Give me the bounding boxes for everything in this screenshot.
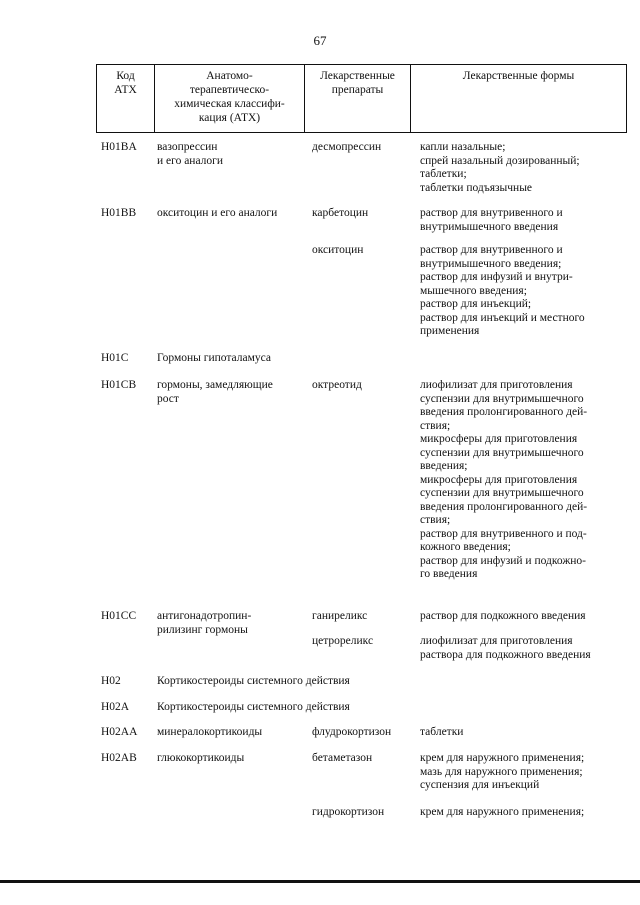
atc-code: H01CC [101,610,137,622]
classification [157,207,305,221]
dosage-forms [420,141,632,195]
classification-line: глюкокортикоиды [157,752,245,764]
form-line: спрей назальный дозированный; [420,154,580,167]
header-classification [154,65,304,132]
atc-code: H01BA [101,141,137,153]
form-line: введения; [420,460,468,472]
header-code [97,65,154,132]
classification-line: Гормоны гипоталамуса [157,352,271,364]
form-line: ствия; [420,514,451,526]
form-line: лиофилизат для приготовления [420,379,573,391]
form-line: таблетки; [420,168,467,180]
form-line: суспензии для внутримышечного [420,487,584,499]
drug [312,635,420,649]
form-line: капли назальные; [420,141,506,153]
drug [312,244,420,258]
drug-line: окситоцин [312,244,364,256]
form-line: раствор для инъекций и местного [420,311,585,324]
classification-line: антигонадотропин- [157,610,252,622]
form-line: раствор для инфузий и внутри- [420,271,573,283]
form-line: мышечного введения; [420,284,527,297]
atc-code: H02AB [101,752,137,764]
dosage-forms [420,610,632,624]
drug-line: бетаметазон [312,752,373,764]
form-line: раствор для внутривенного и [420,244,563,256]
drug-line: ганиреликс [312,610,368,622]
atc-code: H02A [101,701,130,713]
header-line: терапевтическо- [189,84,270,96]
page-number: 67 [313,33,327,48]
drug-line: октреотид [312,379,362,391]
classification-line: вазопрессин [157,141,218,153]
form-line: лиофилизат для приготовления [420,635,573,647]
form-line: внутримышечного введения [420,220,559,233]
dosage-forms [420,207,632,234]
atc-code: H02 [101,675,121,687]
header-drugs [304,65,410,132]
drug [312,726,420,740]
classification [157,752,305,766]
classification-line: рост [157,392,179,405]
dosage-forms [420,244,632,339]
dosage-forms [420,726,632,740]
form-line: применения [420,325,480,337]
header-line: химическая классифи- [174,98,285,110]
form-line: крем для наружного применения; [420,752,585,764]
atc-code: H02AA [101,726,138,738]
form-line: мазь для наружного применения; [420,765,583,778]
drug [312,806,420,820]
form-line: раствор для подкожного введения [420,610,586,622]
classification-line: гормоны, замедляющие [157,379,273,391]
atc-code: H01BB [101,207,137,219]
form-line: введения пролонгированного дей- [420,500,588,513]
form-line: ствия; [420,419,451,432]
drug [312,207,420,221]
classification-line: рилизинг гормоны [157,623,248,636]
form-line: внутримышечного введения; [420,257,562,270]
classification-line: и его аналоги [157,154,224,167]
form-line: суспензии для внутримышечного [420,392,584,405]
form-line: раствор для внутривенного и под- [420,527,587,540]
form-line: суспензии для внутримышечного [420,446,584,459]
form-line: микросферы для приготовления [420,473,578,486]
header-line: Лекарственные [320,70,395,82]
dosage-forms [420,635,632,662]
form-line: кожного введения; [420,541,511,553]
classification [157,675,557,689]
form-line: раствора для подкожного введения [420,648,591,661]
drug-line: цетрореликс [312,635,374,647]
header-line: препараты [331,84,384,96]
drug [312,752,420,766]
dosage-forms [420,752,632,793]
classification [157,726,305,740]
form-line: го введения [420,568,478,580]
drug-line: гидрокортизон [312,806,385,818]
form-line: раствор для инъекций; [420,298,532,310]
header-line: Лекарственные формы [462,70,575,82]
classification-line: окситоцин и его аналоги [157,207,278,219]
header-line: Код [116,70,135,82]
form-line: микросферы для приготовления [420,433,578,445]
form-line: крем для наружного применения; [420,806,585,818]
drug [312,141,420,155]
drug-line: флудрокортизон [312,726,392,738]
classification [157,379,305,406]
form-line: введения пролонгированного дей- [420,406,588,418]
bottom-rule [0,880,640,883]
classification [157,141,305,168]
header-forms [410,65,626,132]
drug [312,610,420,624]
classification [157,352,557,366]
classification-line: Кортикостероиды системного действия [157,701,350,713]
dosage-forms [420,806,632,820]
classification-line: Кортикостероиды системного действия [157,675,350,687]
drug [312,379,420,393]
table-header [96,64,627,133]
header-line: кация (АТХ) [198,112,261,124]
form-line: таблетки подъязычные [420,181,533,194]
header-line: Анатомо- [206,70,253,82]
form-line: суспензия для инъекций [420,779,540,791]
form-line: таблетки [420,726,464,738]
classification [157,701,557,715]
form-line: раствор для внутривенного и [420,207,563,219]
drug-line: карбетоцин [312,207,369,219]
drug-line: десмопрессин [312,141,382,153]
dosage-forms [420,379,632,582]
classification [157,610,305,637]
atc-code: H01CB [101,379,137,391]
atc-code: H01C [101,352,129,364]
classification-line: минералокортикоиды [157,726,263,738]
form-line: раствор для инфузий и подкожно- [420,554,587,567]
header-line: АТХ [114,84,137,96]
